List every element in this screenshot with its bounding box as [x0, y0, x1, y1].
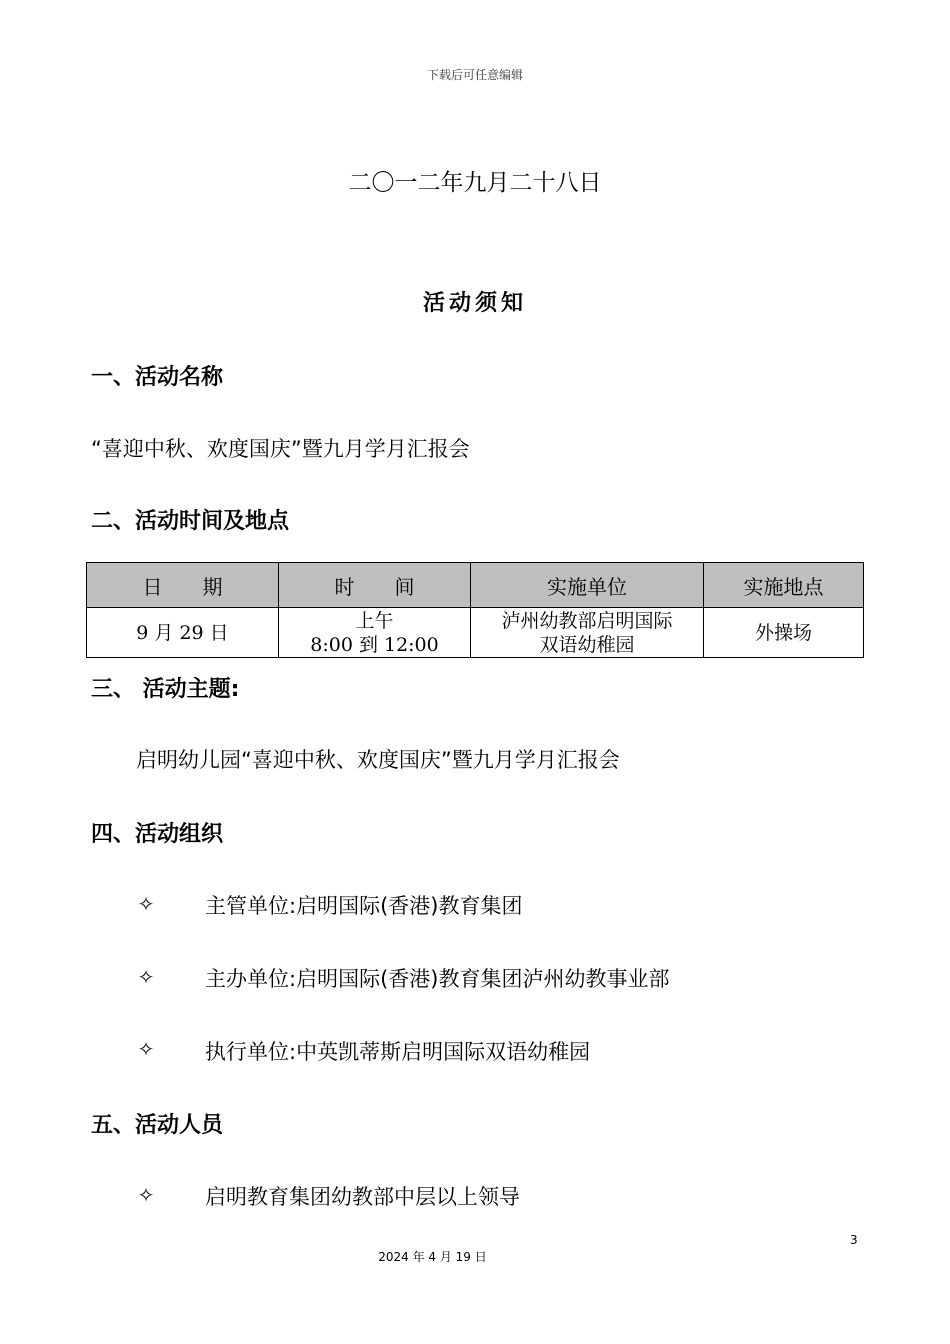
- col-header-time: 时 间: [279, 563, 471, 608]
- cell-unit: [471, 608, 704, 658]
- col-header-unit: 实施单位: [471, 563, 704, 608]
- cell-date: 9 月 29 日: [87, 608, 279, 658]
- schedule-table: [86, 562, 864, 658]
- four-point-star-icon: ✧: [137, 1183, 155, 1207]
- four-point-star-icon: ✧: [137, 892, 155, 916]
- org-item-organizer: 主办单位:启明国际(香港)教育集团泸州幼教事业部: [205, 967, 670, 991]
- four-point-star-icon: ✧: [137, 1037, 155, 1061]
- section-heading-activity-name: 一、活动名称: [91, 365, 224, 390]
- cell-unit-line1: 泸州幼教部启明国际: [501, 609, 673, 632]
- section-heading-time-place: 二、活动时间及地点: [91, 509, 290, 534]
- theme-text: 启明幼儿园“喜迎中秋、欢度国庆”暨九月学月汇报会: [136, 748, 620, 772]
- cell-time-line1: 上午: [355, 609, 394, 632]
- org-item-supervisor: 主管单位:启明国际(香港)教育集团: [205, 894, 523, 918]
- col-header-place: 实施地点: [704, 563, 864, 608]
- section-heading-personnel: 五、活动人员: [91, 1113, 224, 1138]
- section-heading-organization: 四、活动组织: [91, 822, 224, 847]
- footer-date: 2024 年 4 月 19 日: [378, 1250, 487, 1264]
- four-point-star-icon: ✧: [137, 965, 155, 989]
- table-row: [87, 608, 864, 658]
- cell-unit-line2: 双语幼稚园: [539, 633, 635, 656]
- page-number: 3: [850, 1233, 858, 1247]
- date-title: 二〇一二年九月二十八日: [348, 170, 602, 196]
- section-heading-theme: 三、 活动主题:: [91, 677, 240, 702]
- org-item-executor: 执行单位:中英凯蒂斯启明国际双语幼稚园: [205, 1040, 591, 1064]
- col-header-date: 日 期: [87, 563, 279, 608]
- page-header-note: 下载后可任意编辑: [426, 68, 523, 82]
- cell-place: 外操场: [704, 608, 864, 658]
- notice-title: 活动须知: [422, 291, 527, 316]
- table-header-row: [87, 563, 864, 608]
- activity-name-text: “喜迎中秋、欢度国庆”暨九月学月汇报会: [91, 437, 470, 461]
- personnel-item: 启明教育集团幼教部中层以上领导: [205, 1185, 520, 1209]
- cell-time: [279, 608, 471, 658]
- cell-time-line2: 8:00 到 12:00: [310, 633, 439, 656]
